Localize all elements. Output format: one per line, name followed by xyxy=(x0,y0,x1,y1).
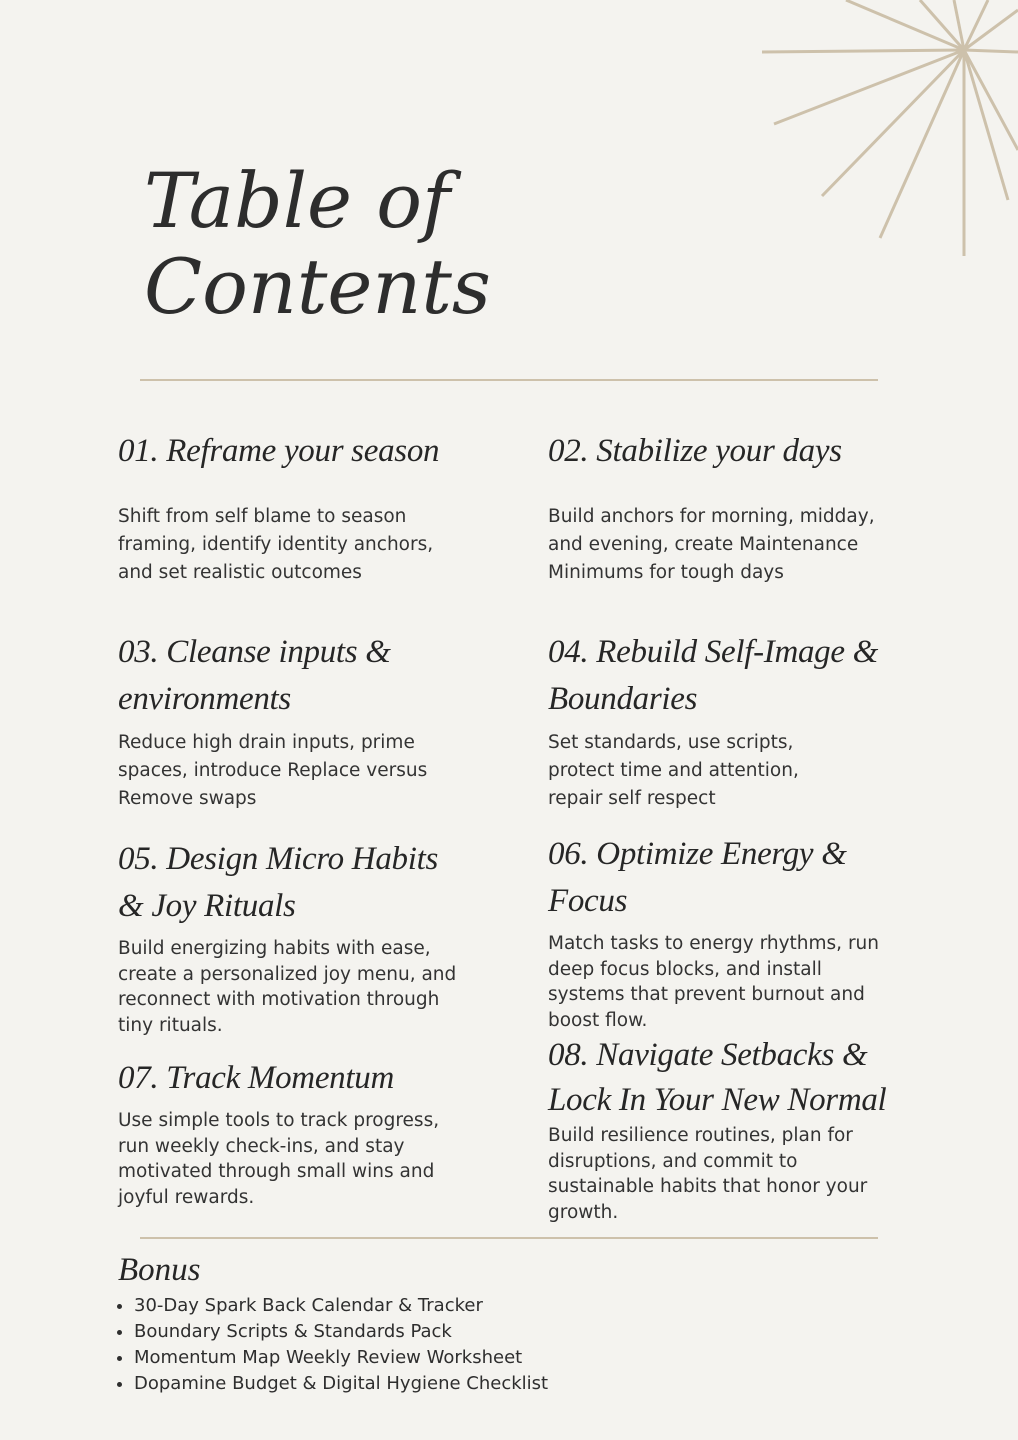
page-title xyxy=(144,158,704,330)
section-title: 05. Design Micro Habits & Joy Rituals xyxy=(118,841,439,924)
section-description: Build energizing habits with ease, create a personalized joy menu, and reconnect with motivation through tiny rituals. xyxy=(118,938,457,1036)
bonus-item: • Boundary Scripts & Standards Pack xyxy=(134,1319,548,1345)
section-title: 01. Reframe your season xyxy=(118,433,440,469)
section-description: Match tasks to energy rhythms, run deep focus blocks, and install systems that prevent burnout and boost flow. xyxy=(548,933,879,1031)
section-description: Reduce high drain inputs, prime spaces, introduce Replace versus Remove swaps xyxy=(118,732,428,809)
section-08 xyxy=(548,1033,893,1225)
section-description: Build anchors for morning, midday, and evening, create Maintenance Minimums for tough days xyxy=(548,506,875,583)
section-title: 08. Navigate Setbacks & Lock In Your New Normal xyxy=(548,1037,887,1118)
section-title: 07. Track Momentum xyxy=(118,1060,394,1096)
section-02 xyxy=(548,428,893,587)
starburst-decoration xyxy=(750,0,1018,270)
section-07 xyxy=(118,1055,463,1210)
top-divider xyxy=(140,379,878,381)
section-04 xyxy=(548,629,893,813)
section-description: Set standards, use scripts, protect time and attention, repair self respect xyxy=(548,732,799,809)
bonus-item: • 30-Day Spark Back Calendar & Tracker xyxy=(134,1293,548,1319)
section-description: Shift from self blame to season framing, identify identity anchors, and set realistic outcomes xyxy=(118,506,434,583)
bonus-item: • Momentum Map Weekly Review Worksheet xyxy=(134,1345,548,1371)
section-01 xyxy=(118,428,463,587)
bonus-list xyxy=(118,1293,548,1397)
bottom-divider xyxy=(140,1237,878,1239)
section-title: 02. Stabilize your days xyxy=(548,433,842,469)
section-title: 03. Cleanse inputs & environments xyxy=(118,634,391,717)
section-title: 04. Rebuild Self-Image & Boundaries xyxy=(548,634,879,717)
bonus-item: • Dopamine Budget & Digital Hygiene Checklist xyxy=(134,1371,548,1397)
section-03 xyxy=(118,629,463,813)
bonus-title: Bonus xyxy=(118,1252,201,1288)
section-06 xyxy=(548,831,893,1033)
section-description: Build resilience routines, plan for disruptions, and commit to sustainable habits that honor your growth. xyxy=(548,1125,868,1223)
section-05 xyxy=(118,836,463,1038)
page-title-line1: Table of xyxy=(144,156,451,245)
section-description: Use simple tools to track progress, run weekly check-ins, and stay motivated through small wins and joyful rewards. xyxy=(118,1110,440,1208)
section-title: 06. Optimize Energy & Focus xyxy=(548,836,847,919)
page-title-line2: Contents xyxy=(144,242,491,331)
